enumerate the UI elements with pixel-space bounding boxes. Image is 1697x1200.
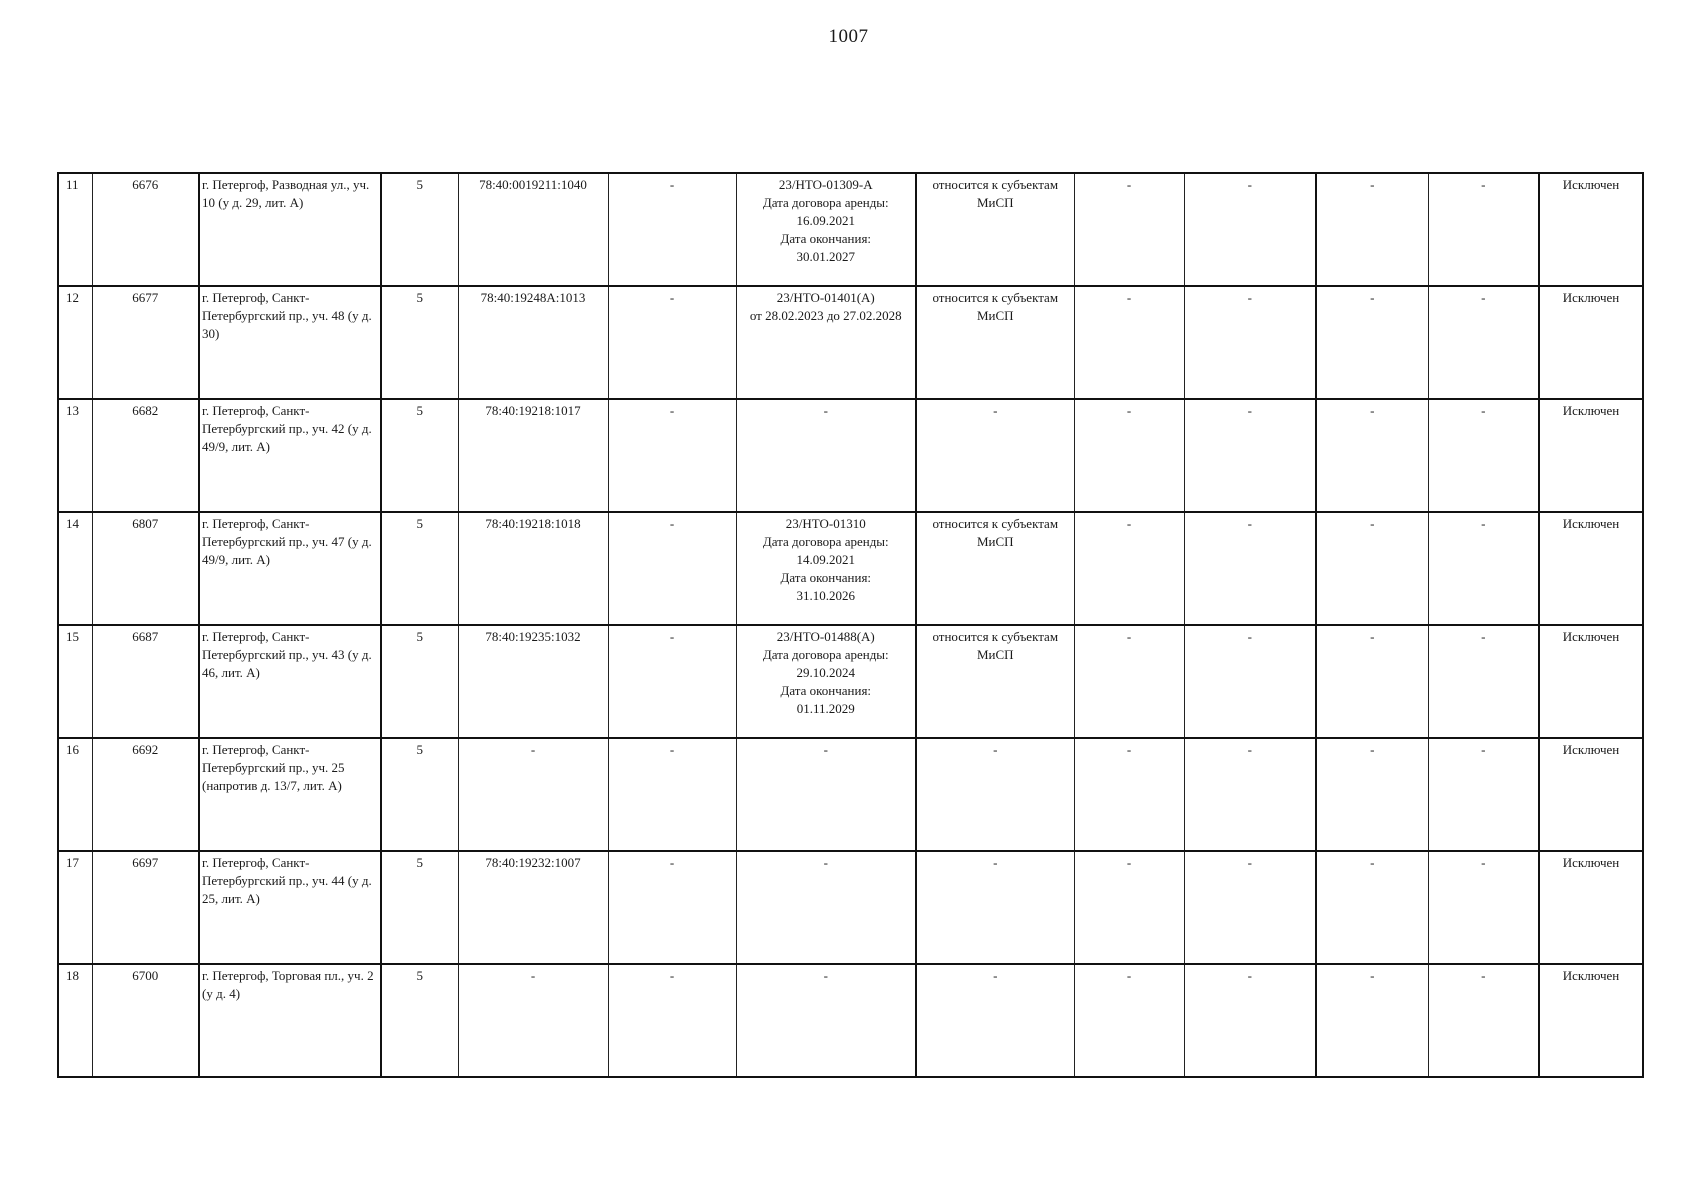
cadastral-number: - <box>458 964 608 1077</box>
row-status: Исключен <box>1539 173 1643 286</box>
column-6-value: - <box>608 625 736 738</box>
object-count: 5 <box>381 286 458 399</box>
lease-contract-line: 01.11.2029 <box>796 701 855 716</box>
row-status: Исключен <box>1539 286 1643 399</box>
row-number: 13 <box>58 399 92 512</box>
object-code: 6700 <box>92 964 199 1077</box>
object-address: г. Петергоф, Санкт-Петербургский пр., уч. 44 (у д. 25, лит. А) <box>199 851 381 964</box>
lease-contract-line: - <box>823 742 828 757</box>
object-count: 5 <box>381 625 458 738</box>
cadastral-number: 78:40:19232:1007 <box>458 851 608 964</box>
column-9-value: - <box>1074 286 1184 399</box>
row-number: 18 <box>58 964 92 1077</box>
object-address: г. Петергоф, Санкт-Петербургский пр., уч. 43 (у д. 46, лит. А) <box>199 625 381 738</box>
row-status: Исключен <box>1539 964 1643 1077</box>
column-6-value: - <box>608 512 736 625</box>
column-12-value: - <box>1428 738 1539 851</box>
column-9-value: - <box>1074 625 1184 738</box>
lease-contract-line: 16.09.2021 <box>796 213 855 228</box>
lease-contract-line: 30.01.2027 <box>796 249 855 264</box>
column-11-value: - <box>1316 173 1428 286</box>
column-12-value: - <box>1428 286 1539 399</box>
smsp-status: относится к субъектам МиСП <box>916 512 1074 625</box>
lease-contract-line: 14.09.2021 <box>796 552 855 567</box>
lease-contract-line: 23/НТО-01310 <box>785 516 866 531</box>
column-11-value: - <box>1316 851 1428 964</box>
object-code: 6807 <box>92 512 199 625</box>
object-count: 5 <box>381 399 458 512</box>
column-9-value: - <box>1074 964 1184 1077</box>
column-12-value: - <box>1428 173 1539 286</box>
lease-contract-line: 23/НТО-01401(А) <box>776 290 875 305</box>
lease-contract-line: Дата договора аренды: <box>762 647 889 662</box>
row-number: 17 <box>58 851 92 964</box>
lease-contract <box>736 173 916 286</box>
smsp-status: - <box>916 738 1074 851</box>
column-10-value: - <box>1184 738 1316 851</box>
smsp-status: относится к субъектам МиСП <box>916 173 1074 286</box>
column-9-value: - <box>1074 738 1184 851</box>
row-status: Исключен <box>1539 512 1643 625</box>
lease-contract-line: от 28.02.2023 до 27.02.2028 <box>749 308 902 323</box>
column-12-value: - <box>1428 399 1539 512</box>
object-code: 6687 <box>92 625 199 738</box>
table-row <box>58 625 1643 738</box>
column-12-value: - <box>1428 964 1539 1077</box>
column-10-value: - <box>1184 964 1316 1077</box>
table-row <box>58 851 1643 964</box>
lease-contract-line: - <box>823 968 828 983</box>
column-12-value: - <box>1428 851 1539 964</box>
lease-contract-line: Дата договора аренды: <box>762 534 889 549</box>
column-12-value: - <box>1428 625 1539 738</box>
object-address: г. Петергоф, Торговая пл., уч. 2 (у д. 4) <box>199 964 381 1077</box>
lease-contract <box>736 512 916 625</box>
object-count: 5 <box>381 512 458 625</box>
smsp-status: относится к субъектам МиСП <box>916 286 1074 399</box>
row-status: Исключен <box>1539 625 1643 738</box>
lease-contract-line: - <box>823 855 828 870</box>
column-11-value: - <box>1316 512 1428 625</box>
lease-contract <box>736 738 916 851</box>
row-status: Исключен <box>1539 738 1643 851</box>
page-number: 1007 <box>828 26 869 47</box>
column-6-value: - <box>608 964 736 1077</box>
object-count: 5 <box>381 173 458 286</box>
smsp-status: - <box>916 964 1074 1077</box>
object-address: г. Петергоф, Санкт-Петербургский пр., уч. 48 (у д. 30) <box>199 286 381 399</box>
column-10-value: - <box>1184 512 1316 625</box>
object-address: г. Петергоф, Санкт-Петербургский пр., уч. 25 (напротив д. 13/7, лит. А) <box>199 738 381 851</box>
column-9-value: - <box>1074 851 1184 964</box>
cadastral-number: 78:40:19235:1032 <box>458 625 608 738</box>
smsp-status: - <box>916 399 1074 512</box>
column-12-value: - <box>1428 512 1539 625</box>
row-number: 15 <box>58 625 92 738</box>
column-9-value: - <box>1074 512 1184 625</box>
table-row <box>58 173 1643 286</box>
column-6-value: - <box>608 851 736 964</box>
lease-contract-line: 23/НТО-01488(А) <box>776 629 875 644</box>
cadastral-number: 78:40:19218:1017 <box>458 399 608 512</box>
row-number: 14 <box>58 512 92 625</box>
object-code: 6676 <box>92 173 199 286</box>
table-row <box>58 964 1643 1077</box>
lease-contract-line: 23/НТО-01309-А <box>778 177 873 192</box>
lease-contract-line: 29.10.2024 <box>796 665 855 680</box>
lease-contract-line: Дата окончания: <box>780 231 872 246</box>
column-11-value: - <box>1316 964 1428 1077</box>
cadastral-number: - <box>458 738 608 851</box>
object-code: 6677 <box>92 286 199 399</box>
column-10-value: - <box>1184 625 1316 738</box>
cadastral-number: 78:40:19218:1018 <box>458 512 608 625</box>
registry-table <box>57 172 1644 1078</box>
row-number: 16 <box>58 738 92 851</box>
object-address: г. Петергоф, Санкт-Петербургский пр., уч. 47 (у д. 49/9, лит. А) <box>199 512 381 625</box>
lease-contract-line: 31.10.2026 <box>796 588 855 603</box>
smsp-status: - <box>916 851 1074 964</box>
row-number: 12 <box>58 286 92 399</box>
column-6-value: - <box>608 738 736 851</box>
lease-contract-line: - <box>823 403 828 418</box>
object-address: г. Петергоф, Санкт-Петербургский пр., уч. 42 (у д. 49/9, лит. А) <box>199 399 381 512</box>
object-count: 5 <box>381 851 458 964</box>
cadastral-number: 78:40:0019211:1040 <box>458 173 608 286</box>
column-11-value: - <box>1316 625 1428 738</box>
smsp-status: относится к субъектам МиСП <box>916 625 1074 738</box>
column-6-value: - <box>608 286 736 399</box>
lease-contract <box>736 964 916 1077</box>
lease-contract <box>736 625 916 738</box>
column-11-value: - <box>1316 738 1428 851</box>
row-status: Исключен <box>1539 399 1643 512</box>
column-9-value: - <box>1074 399 1184 512</box>
registry-body <box>58 173 1643 1077</box>
lease-contract <box>736 286 916 399</box>
object-address: г. Петергоф, Разводная ул., уч. 10 (у д. 29, лит. А) <box>199 173 381 286</box>
object-count: 5 <box>381 964 458 1077</box>
column-9-value: - <box>1074 173 1184 286</box>
table-row <box>58 399 1643 512</box>
column-6-value: - <box>608 173 736 286</box>
column-6-value: - <box>608 399 736 512</box>
lease-contract-line: Дата договора аренды: <box>762 195 889 210</box>
column-11-value: - <box>1316 286 1428 399</box>
table-row <box>58 286 1643 399</box>
column-10-value: - <box>1184 399 1316 512</box>
object-code: 6682 <box>92 399 199 512</box>
column-10-value: - <box>1184 851 1316 964</box>
column-11-value: - <box>1316 399 1428 512</box>
column-10-value: - <box>1184 173 1316 286</box>
object-code: 6692 <box>92 738 199 851</box>
table-row <box>58 738 1643 851</box>
table-row <box>58 512 1643 625</box>
lease-contract-line: Дата окончания: <box>780 570 872 585</box>
lease-contract <box>736 399 916 512</box>
cadastral-number: 78:40:19248А:1013 <box>458 286 608 399</box>
lease-contract-line: Дата окончания: <box>780 683 872 698</box>
column-10-value: - <box>1184 286 1316 399</box>
row-number: 11 <box>58 173 92 286</box>
object-code: 6697 <box>92 851 199 964</box>
lease-contract <box>736 851 916 964</box>
row-status: Исключен <box>1539 851 1643 964</box>
object-count: 5 <box>381 738 458 851</box>
